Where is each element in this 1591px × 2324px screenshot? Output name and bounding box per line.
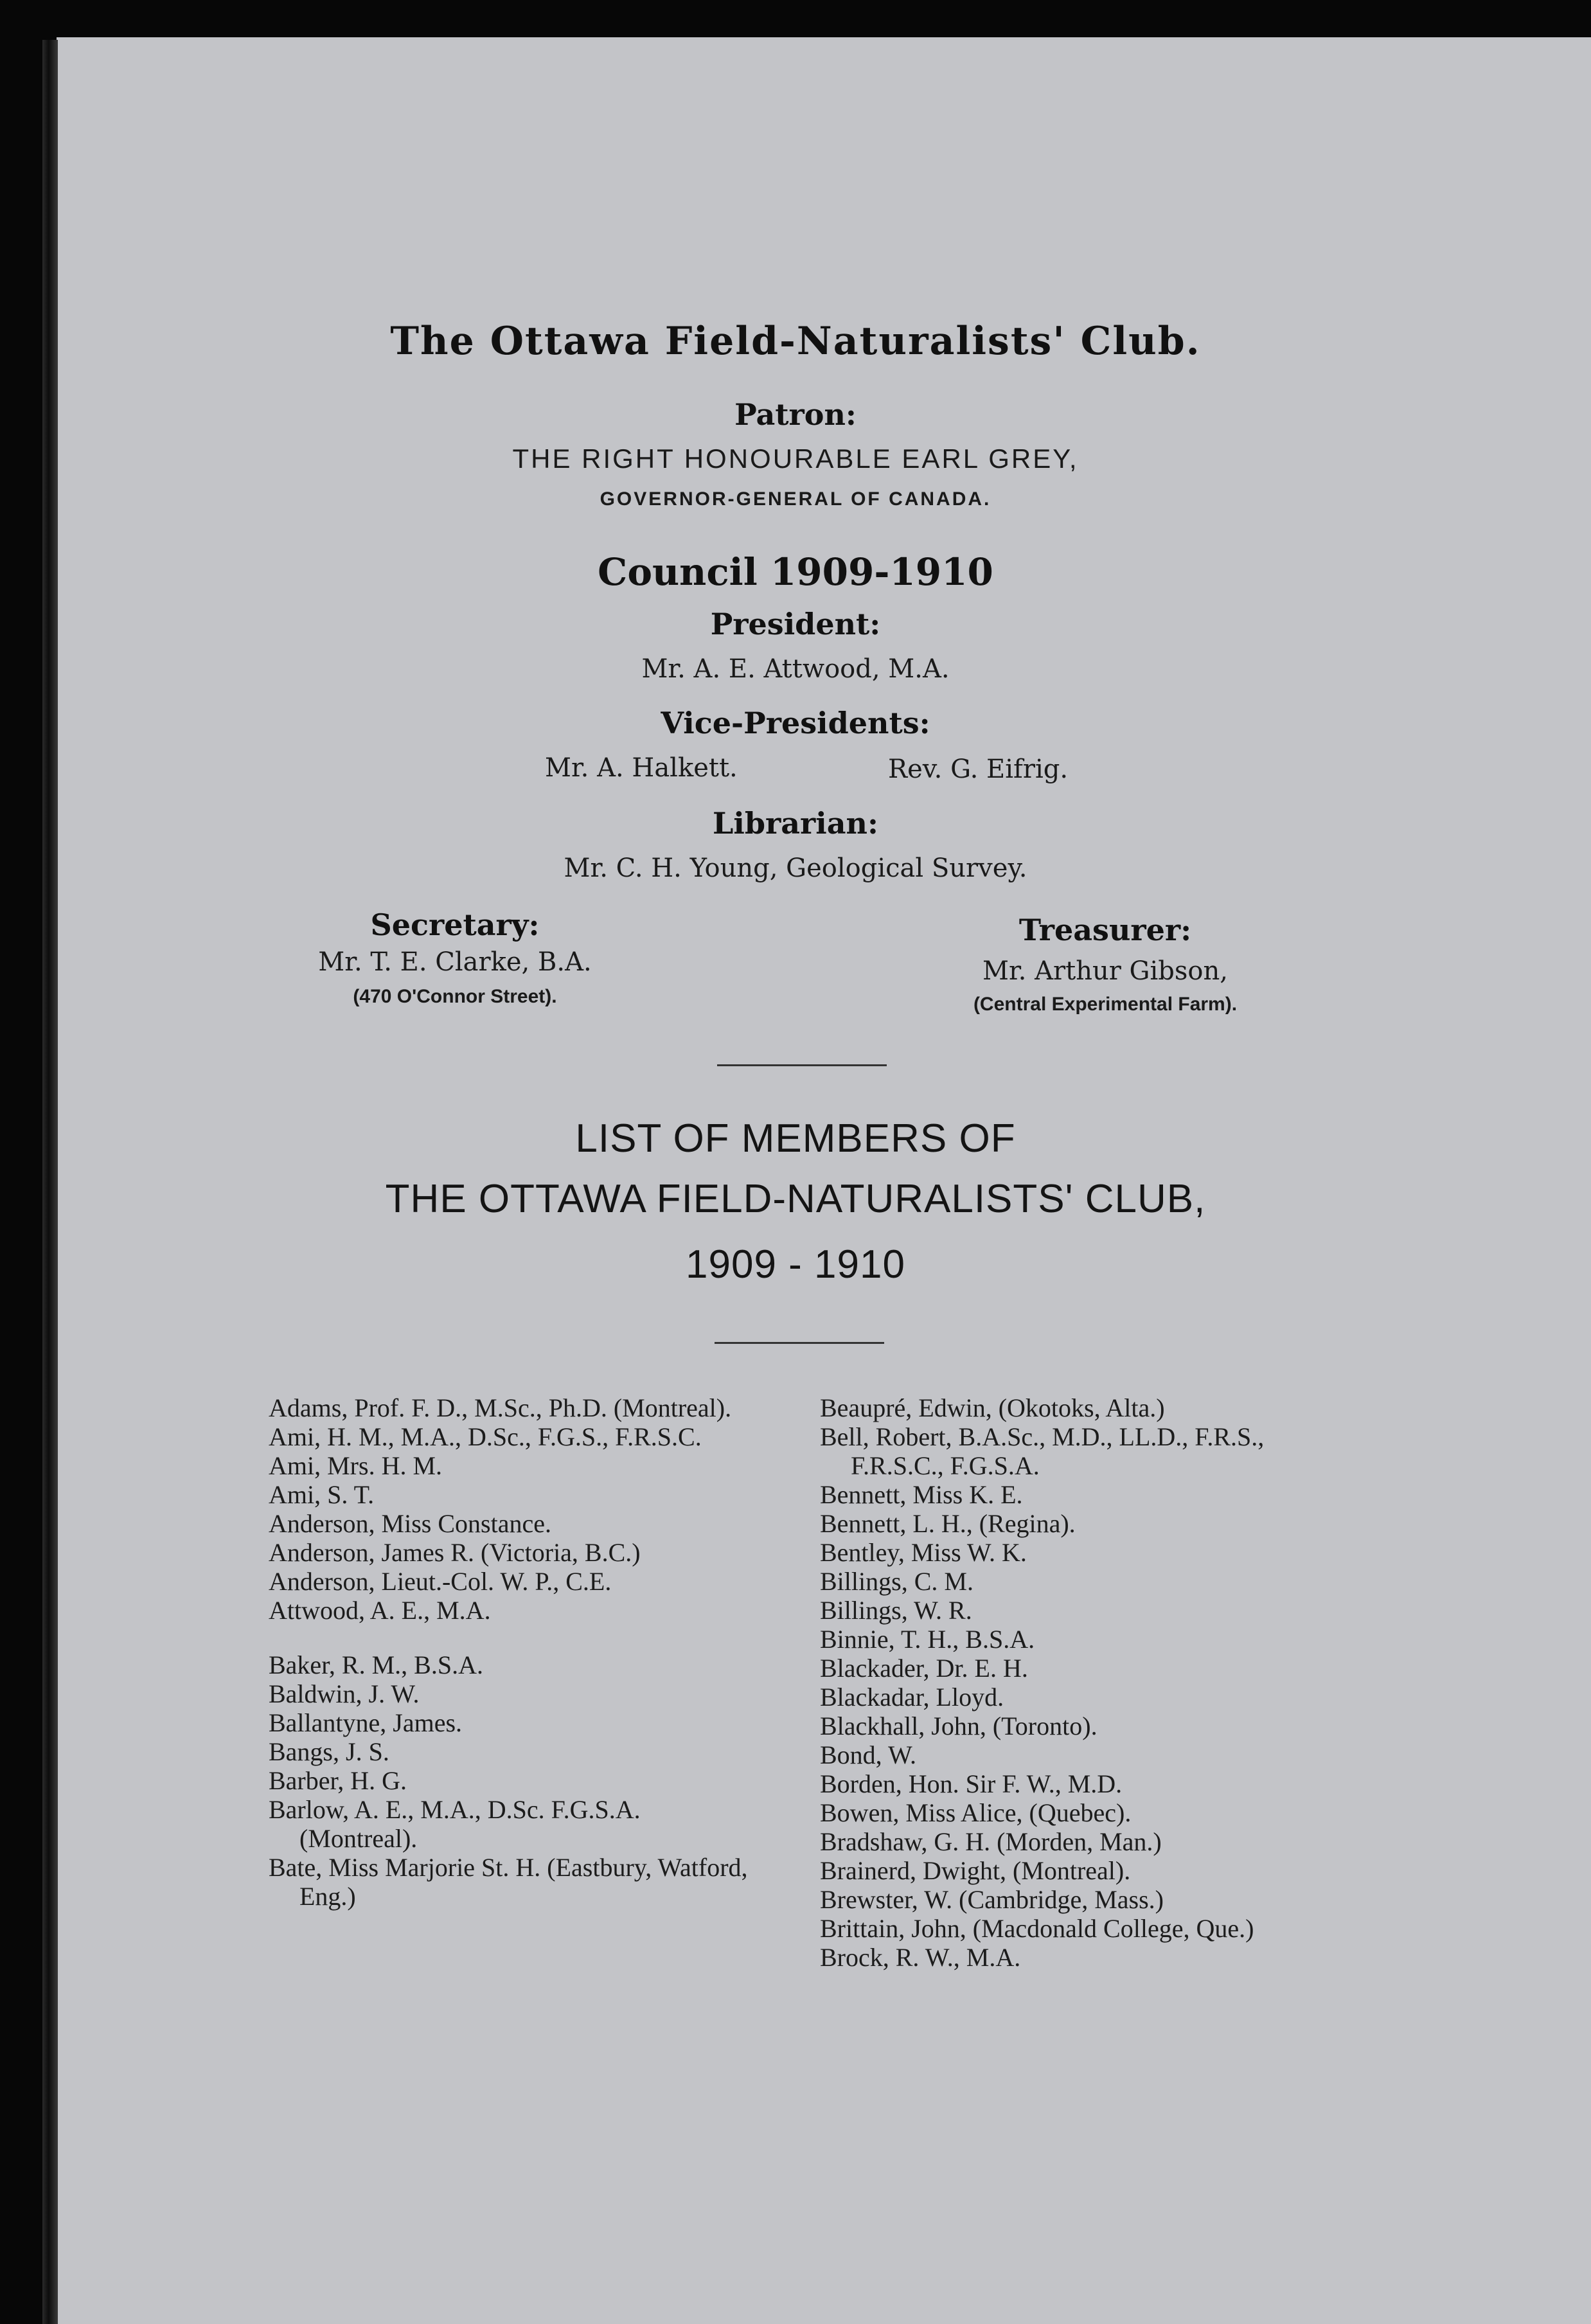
divider-rule-2 [715, 1342, 884, 1344]
member-entry: Blackadar, Lloyd. [820, 1683, 1004, 1712]
section-gap [269, 1625, 757, 1650]
member-entry: Bradshaw, G. H. (Morden, Man.) [820, 1827, 1162, 1856]
council-heading: Council 1909-1910 [598, 550, 993, 594]
member-entry: Blackhall, John, (Toronto). [820, 1712, 1098, 1740]
librarian-heading: Librarian: [713, 806, 878, 841]
member-entry: Ami, S. T. [269, 1480, 375, 1509]
member-entry: Barlow, A. E., M.A., D.Sc. F.G.S.A. (Montreal). [269, 1795, 641, 1853]
members-column-left [269, 1393, 757, 1911]
member-entry: Brittain, John, (Macdonald College, Que.) [820, 1914, 1254, 1943]
patron-heading: Patron: [734, 397, 857, 432]
member-entry: Ballantyne, James. [269, 1708, 463, 1737]
treasurer-name: Mr. Arthur Gibson, [982, 956, 1228, 986]
divider-rule [717, 1064, 887, 1066]
vice-president-1: Mr. A. Halkett. [545, 753, 738, 783]
member-entry: Anderson, Lieut.-Col. W. P., C.E. [269, 1567, 612, 1596]
member-entry: Adams, Prof. F. D., M.Sc., Ph.D. (Montreal). [269, 1393, 732, 1422]
member-entry: Anderson, Miss Constance. [269, 1509, 551, 1538]
vice-presidents-heading: Vice-Presidents: [661, 706, 930, 740]
member-entry: Binnie, T. H., B.S.A. [820, 1625, 1035, 1654]
member-entry: Brainerd, Dwight, (Montreal). [820, 1856, 1131, 1885]
member-entry: Brock, R. W., M.A. [820, 1943, 1021, 1972]
librarian-name: Mr. C. H. Young, Geological Survey. [564, 854, 1027, 883]
member-entry: Bangs, J. S. [269, 1737, 389, 1766]
list-title-line-3: 1909 - 1910 [686, 1242, 905, 1287]
member-entry: Blackader, Dr. E. H. [820, 1654, 1028, 1683]
treasurer-address: (Central Experimental Farm). [973, 994, 1238, 1015]
secretary-heading: Secretary: [370, 907, 540, 942]
list-title-line-1: LIST OF MEMBERS OF [575, 1116, 1016, 1161]
members-column-right [820, 1393, 1334, 1972]
member-entry: Ami, Mrs. H. M. [269, 1451, 443, 1480]
list-title-line-2: THE OTTAWA FIELD-NATURALISTS' CLUB, [385, 1177, 1206, 1221]
president-heading: President: [710, 607, 881, 641]
member-entry: Attwood, A. E., M.A. [269, 1596, 491, 1625]
member-entry: Bentley, Miss W. K. [820, 1538, 1027, 1567]
patron-name: THE RIGHT HONOURABLE EARL GREY, [512, 443, 1079, 474]
member-entry: Brewster, W. (Cambridge, Mass.) [820, 1885, 1164, 1914]
member-entry: Ami, H. M., M.A., D.Sc., F.G.S., F.R.S.C. [269, 1422, 702, 1451]
member-entry: Anderson, James R. (Victoria, B.C.) [269, 1538, 641, 1567]
member-entry: Bate, Miss Marjorie St. H. (Eastbury, Watford, Eng.) [269, 1853, 748, 1911]
treasurer-heading: Treasurer: [1018, 913, 1192, 947]
member-entry: Bennett, Miss K. E. [820, 1480, 1023, 1509]
member-entry: Billings, C. M. [820, 1567, 973, 1596]
member-entry: Bennett, L. H., (Regina). [820, 1509, 1076, 1538]
member-entry: Barber, H. G. [269, 1766, 407, 1795]
member-entry: Baker, R. M., B.S.A. [269, 1650, 483, 1679]
member-entry: Baldwin, J. W. [269, 1679, 420, 1708]
member-entry: Billings, W. R. [820, 1596, 972, 1625]
president-name: Mr. A. E. Attwood, M.A. [641, 654, 950, 684]
member-entry: Bell, Robert, B.A.Sc., M.D., LL.D., F.R.S., F.R.S.C., F.G.S.A. [820, 1422, 1265, 1480]
vice-president-2: Rev. G. Eifrig. [888, 755, 1069, 784]
member-entry: Bowen, Miss Alice, (Quebec). [820, 1798, 1132, 1827]
member-entry: Beaupré, Edwin, (Okotoks, Alta.) [820, 1393, 1165, 1422]
member-entry: Bond, W. [820, 1740, 917, 1769]
secretary-address: (470 O'Connor Street). [353, 986, 557, 1007]
secretary-name: Mr. T. E. Clarke, B.A. [318, 947, 592, 977]
club-title: The Ottawa Field-Naturalists' Club. [390, 319, 1201, 364]
patron-office: GOVERNOR-GENERAL OF CANADA. [600, 488, 991, 510]
member-entry: Borden, Hon. Sir F. W., M.D. [820, 1769, 1123, 1798]
